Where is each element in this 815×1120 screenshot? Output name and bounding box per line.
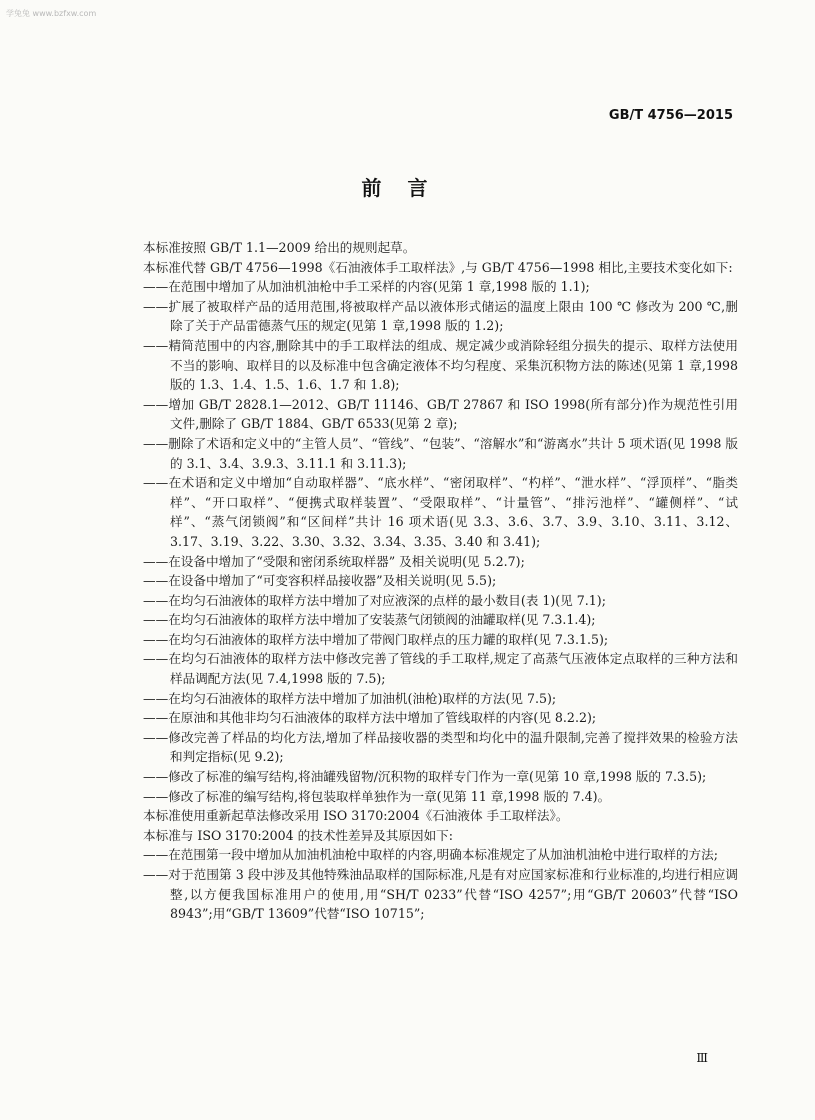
change-item: ——在设备中增加了“受限和密闭系统取样器” 及相关说明(见 5.2.7); (143, 553, 525, 569)
change-item: ——在术语和定义中增加“自动取样器”、“底水样”、“密闭取样”、“杓样”、“泄水样”、“浮顶样”、“脂类样”、“开口取样”、“便携式取样装置”、“受限取样”、“计量管”、“排污池样”、“罐侧样”、“试样”、“蒸气闭锁阀”和“区间样”共计 16 项术语(见 3.3、3.6、3.7、3.9、3.10、3.11、3.12、3.17、3.19、3.22、3.30、3.32、3.34、3.35、3.40 和 3.41); (143, 475, 738, 549)
change-item: ——修改完善了样品的均化方法,增加了样品接收器的类型和均化中的温升限制,完善了搅拌效果的检验方法和判定指标(见 9.2); (143, 729, 738, 765)
document-body (118, 238, 738, 924)
mid-paragraph: 本标准与 ISO 3170:2004 的技术性差异及其原因如下: (143, 827, 454, 843)
change-item: ——在均匀石油液体的取样方法中增加了带阀门取样点的压力罐的取样(见 7.3.1.5); (143, 631, 609, 647)
change-item: ——扩展了被取样产品的适用范围,将被取样产品以液体形式储运的温度上限由 100 ℃ 修改为 200 ℃,删除了关于产品雷德蒸气压的规定(见第 1 章,1998 版的 1.2); (143, 298, 738, 334)
difference-item: ——对于范围第 3 段中涉及其他特殊油品取样的国际标准,凡是有对应国家标准和行业标准的,均进行相应调整,以方便我国标准用户的使用,用“SH/T 0233”代替“ISO 4257”;用“GB/T 20603”代替“ISO 8943”;用“GB/T 13609”代替“ISO 10715”; (143, 867, 738, 922)
page-title: 前言 (361, 176, 454, 200)
watermark: 学兔兔 www.bzfxw.com (6, 9, 97, 18)
intro-paragraph: 本标准代替 GB/T 4756—1998《石油液体手工取样法》,与 GB/T 4756—1998 相比,主要技术变化如下: (143, 259, 733, 275)
change-item: ——在范围中增加了从加油机油枪中手工采样的内容(见第 1 章,1998 版的 1.1); (143, 279, 590, 295)
page-number: Ⅲ (696, 1051, 708, 1065)
change-item: ——在均匀石油液体的取样方法中增加了加油机(油枪)取样的方法(见 7.5); (143, 690, 557, 706)
change-item: ——在原油和其他非均匀石油液体的取样方法中增加了管线取样的内容(见 8.2.2); (143, 710, 597, 726)
change-item: ——修改了标准的编写结构,将包装取样单独作为一章(见第 11 章,1998 版的 7.4)。 (143, 788, 611, 804)
change-item: ——增加 GB/T 2828.1—2012、GB/T 11146、GB/T 27867 和 ISO 1998(所有部分)作为规范性引用文件,删除了 GB/T 1884、GB/T 6533(见第 2 章); (143, 396, 738, 432)
intro-paragraph: 本标准按照 GB/T 1.1—2009 给出的规则起草。 (143, 240, 416, 255)
change-item: ——在均匀石油液体的取样方法中增加了对应液深的点样的最小数目(表 1)(见 7.1); (143, 592, 606, 608)
change-item: ——删除了术语和定义中的“主管人员”、“管线”、“包装”、“溶解水”和“游离水”共计 5 项术语(见 1998 版的 3.1、3.4、3.9.3、3.11.1 和 3.11.3); (143, 435, 738, 471)
change-item: ——修改了标准的编写结构,将油罐残留物/沉积物的取样专门作为一章(见第 10 章,1998 版的 7.3.5); (143, 769, 707, 785)
change-item: ——在设备中增加了“可变容积样品接收器”及相关说明(见 5.5); (143, 573, 497, 589)
standard-number: GB/T 4756—2015 (608, 108, 733, 123)
change-item: ——在均匀石油液体的取样方法中增加了安装蒸气闭锁阀的油罐取样(见 7.3.1.4); (143, 612, 596, 628)
difference-item: ——在范围第一段中增加从加油机油枪中取样的内容,明确本标准规定了从加油机油枪中进行取样的方法; (143, 847, 718, 863)
change-item: ——精简范围中的内容,删除其中的手工取样法的组成、规定减少或消除轻组分损失的提示、取样方法使用不当的影响、取样目的以及标准中包含确定液体不均匀程度、采集沉积物方法的陈述(见第 1 章,1998 版的 1.3、1.4、1.5、1.6、1.7 和 1.8); (143, 337, 738, 393)
mid-paragraph: 本标准使用重新起草法修改采用 ISO 3170:2004《石油液体 手工取样法》。 (143, 808, 569, 824)
change-item: ——在均匀石油液体的取样方法中修改完善了管线的手工取样,规定了高蒸气压液体定点取样的三种方法和样品调配方法(见 7.4,1998 版的 7.5); (143, 651, 738, 687)
